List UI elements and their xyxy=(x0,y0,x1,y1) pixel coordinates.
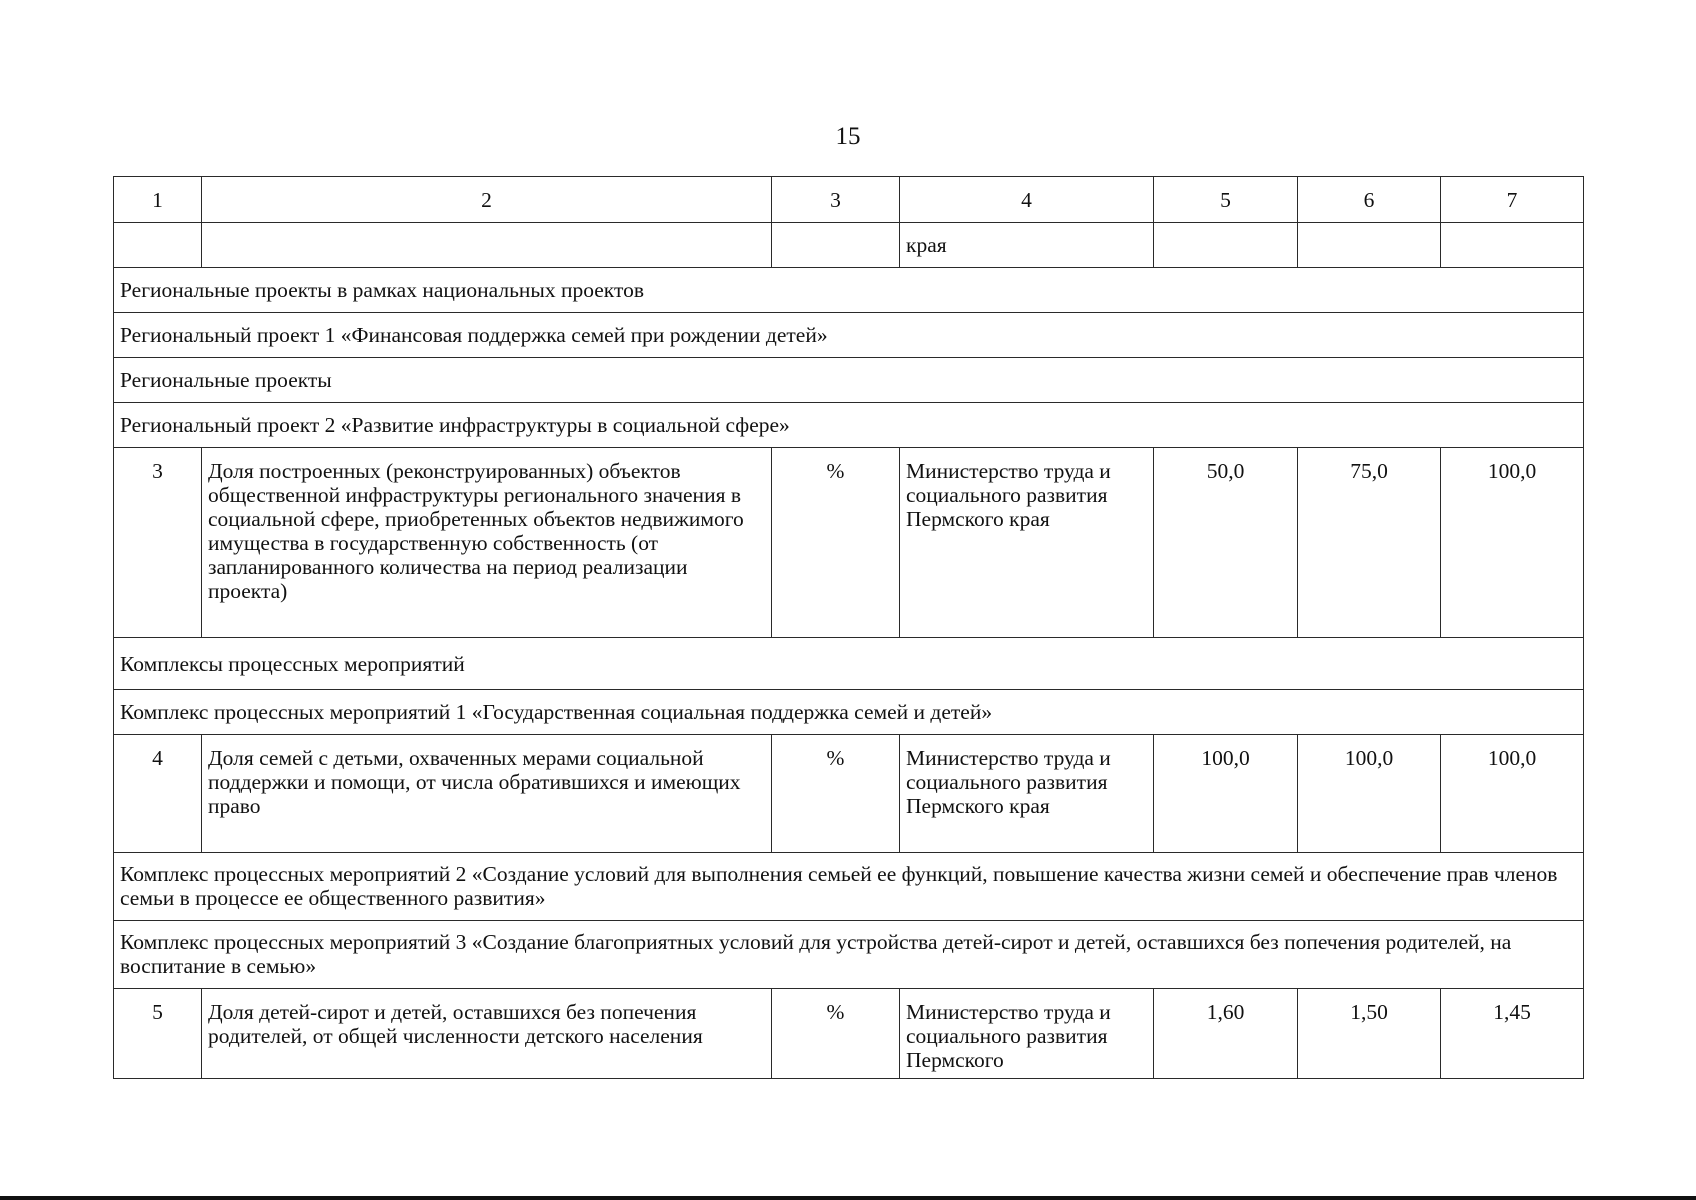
section-row xyxy=(114,313,1584,358)
indicators-table xyxy=(113,176,1584,1079)
table-cell xyxy=(1154,223,1298,268)
table-cell xyxy=(1298,223,1441,268)
section-row xyxy=(114,358,1584,403)
section-heading: Региональные проекты в рамках национальных проектов xyxy=(114,268,1584,313)
table-row xyxy=(114,735,1584,853)
table-cell xyxy=(114,223,202,268)
section-row xyxy=(114,853,1584,921)
responsible-cell: Министерство труда и социального развития Пермского края xyxy=(900,735,1154,853)
value-cell: 1,45 xyxy=(1441,989,1584,1079)
scan-edge-line xyxy=(0,1196,1696,1200)
value-cell: 100,0 xyxy=(1298,735,1441,853)
indicator-name: Доля построенных (реконструированных) объектов общественной инфраструктуры регионального значения в социальной сфере, приобретенных объектов недвижимого имущества в государственную собственность (от запланированного количества на период реализации проекта) xyxy=(202,448,772,638)
column-number-row xyxy=(114,177,1584,223)
responsible-cell: Министерство труда и социального развития Пермского края xyxy=(900,448,1154,638)
responsible-cell: Министерство труда и социального развития Пермского xyxy=(900,989,1154,1079)
responsible-cell: края xyxy=(900,223,1154,268)
value-cell: 1,50 xyxy=(1298,989,1441,1079)
section-row xyxy=(114,690,1584,735)
column-header: 6 xyxy=(1298,177,1441,223)
section-heading: Комплексы процессных мероприятий xyxy=(114,638,1584,690)
section-heading: Региональные проекты xyxy=(114,358,1584,403)
indicator-name: Доля детей-сирот и детей, оставшихся без попечения родителей, от общей численности детского населения xyxy=(202,989,772,1079)
table-cell xyxy=(202,223,772,268)
column-header: 5 xyxy=(1154,177,1298,223)
section-row xyxy=(114,268,1584,313)
table-row xyxy=(114,989,1584,1079)
complex-heading: Комплекс процессных мероприятий 1 «Государственная социальная поддержка семей и детей» xyxy=(114,690,1584,735)
row-number: 4 xyxy=(114,735,202,853)
value-cell: 1,60 xyxy=(1154,989,1298,1079)
project-heading: Региональный проект 2 «Развитие инфраструктуры в социальной сфере» xyxy=(114,403,1584,448)
unit-cell: % xyxy=(772,448,900,638)
value-cell: 100,0 xyxy=(1441,448,1584,638)
section-row xyxy=(114,403,1584,448)
column-header: 4 xyxy=(900,177,1154,223)
value-cell: 50,0 xyxy=(1154,448,1298,638)
column-header: 2 xyxy=(202,177,772,223)
column-header: 7 xyxy=(1441,177,1584,223)
value-cell: 75,0 xyxy=(1298,448,1441,638)
section-row xyxy=(114,921,1584,989)
continuation-row xyxy=(114,223,1584,268)
column-header: 3 xyxy=(772,177,900,223)
complex-heading: Комплекс процессных мероприятий 2 «Создание условий для выполнения семьей ее функций, повышение качества жизни семей и обеспечение прав членов семьи в процессе ее общественного развития» xyxy=(114,853,1584,921)
unit-cell: % xyxy=(772,735,900,853)
table-cell xyxy=(1441,223,1584,268)
table-row xyxy=(114,448,1584,638)
table-cell xyxy=(772,223,900,268)
value-cell: 100,0 xyxy=(1154,735,1298,853)
unit-cell: % xyxy=(772,989,900,1079)
row-number: 5 xyxy=(114,989,202,1079)
project-heading: Региональный проект 1 «Финансовая поддержка семей при рождении детей» xyxy=(114,313,1584,358)
section-row xyxy=(114,638,1584,690)
page-number: 15 xyxy=(835,123,861,150)
column-header: 1 xyxy=(114,177,202,223)
complex-heading: Комплекс процессных мероприятий 3 «Создание благоприятных условий для устройства детей-сирот и детей, оставшихся без попечения родителей, на воспитание в семью» xyxy=(114,921,1584,989)
row-number: 3 xyxy=(114,448,202,638)
value-cell: 100,0 xyxy=(1441,735,1584,853)
indicator-name: Доля семей с детьми, охваченных мерами социальной поддержки и помощи, от числа обратившихся и имеющих право xyxy=(202,735,772,853)
